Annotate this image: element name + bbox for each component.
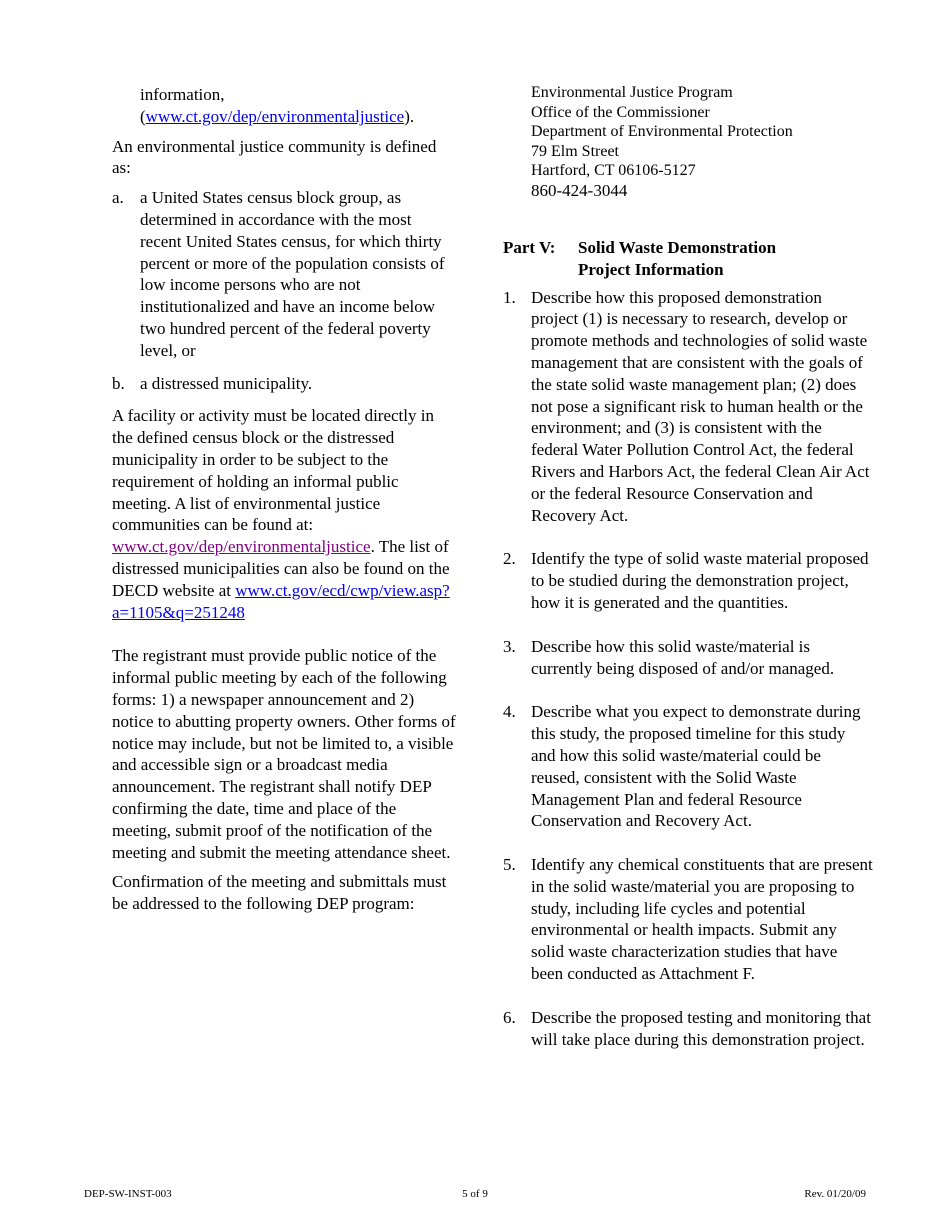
intro-link-line: (www.ct.gov/dep/environmentaljustice). bbox=[140, 106, 415, 126]
intro-text: information, bbox=[140, 85, 225, 104]
phone-number: 860-424-3044 bbox=[531, 180, 628, 200]
list-item-a bbox=[112, 187, 457, 361]
facility-paragraph: A facility or activity must be located directly in the defined census block or the distressed municipality in order to be subject to the requirement of holding an informal public meeting. A list of environmental justice communities can be found at: www.ct.gov/dep/environmentaljustice. The list of distressed municipalities can also be found on the DECD website at www.ct.gov/ecd/cwp/view.asp?a=1105&q=251248 bbox=[112, 406, 450, 622]
address-line: Hartford, CT 06106-5127 bbox=[531, 162, 696, 180]
item-number: 2. bbox=[503, 549, 516, 569]
item-number: 4. bbox=[503, 702, 516, 722]
address-block bbox=[503, 83, 873, 201]
part-heading bbox=[503, 237, 873, 281]
footer-doc-id: DEP-SW-INST-003 bbox=[84, 1188, 172, 1200]
address-line: Environmental Justice Program bbox=[531, 84, 733, 101]
item-number: 6. bbox=[503, 1007, 516, 1027]
item-number: 5. bbox=[503, 855, 516, 875]
decd-link[interactable]: www.ct.gov/ecd/cwp/view.asp?a=1105&q=251248 bbox=[112, 580, 450, 622]
item-text: Identify the type of solid waste material proposed to be studied during the demonstration project, how it is generated and the quantities. bbox=[531, 549, 869, 612]
question-item-4 bbox=[503, 701, 873, 832]
item-number: 3. bbox=[503, 636, 516, 656]
list-item-b bbox=[112, 373, 457, 395]
left-column bbox=[112, 84, 457, 915]
part-title-2: Project Information bbox=[578, 259, 724, 279]
item-text: Describe how this proposed demonstration project (1) is necessary to research, develop or promote methods and technologies of solid waste management that are consistent with the goals of the state solid waste management plan; (2) does not pose a significant risk to human health or the environment; and (3) is consistent with the federal Water Pollution Control Act, the federal Rivers and Harbors Act, the federal Clean Air Act or the federal Resource Conservation and Recovery Act. bbox=[531, 287, 870, 525]
part-label: Part V: bbox=[503, 237, 556, 257]
footer-page-number: 5 of 9 bbox=[462, 1188, 488, 1200]
question-item-3 bbox=[503, 636, 873, 680]
list-marker: b. bbox=[112, 373, 125, 393]
definition-paragraph: An environmental justice community is defined as: bbox=[112, 136, 437, 178]
list-text: a United States census block group, as determined in accordance with the most recent United States census, for which thirty percent or more of the population consists of low income persons who are not institutionalized and have an income below two hundred percent of the federal poverty level, or bbox=[140, 188, 445, 360]
notice-paragraph: The registrant must provide public notice of the informal public meeting by each of the following forms: 1) a newspaper announcement and 2) notice to abutting property owners. Other forms of notice may include, but not be limited to, a visible and accessible sign or a broadcast media announcement. The registrant shall notify DEP confirming the date, time and place of the meeting, submit proof of the notification of the meeting and submit the meeting attendance sheet. bbox=[112, 646, 456, 862]
item-text: Describe the proposed testing and monitoring that will take place during this demonstration project. bbox=[531, 1007, 871, 1049]
part-title-1: Solid Waste Demonstration bbox=[578, 237, 777, 257]
list-text: a distressed municipality. bbox=[140, 373, 313, 393]
confirmation-paragraph: Confirmation of the meeting and submittals must be addressed to the following DEP program: bbox=[112, 872, 447, 914]
address-line: Department of Environmental Protection bbox=[531, 123, 793, 141]
list-marker: a. bbox=[112, 188, 124, 208]
item-text: Describe how this solid waste/material is currently being disposed of and/or managed. bbox=[531, 636, 835, 678]
footer-revision: Rev. 01/20/09 bbox=[804, 1188, 866, 1200]
question-item-1 bbox=[503, 287, 873, 527]
item-number: 1. bbox=[503, 287, 516, 307]
item-text: Describe what you expect to demonstrate during this study, the proposed timeline for this study and how this solid waste/material could be reused, consistent with the Solid Waste Management Plan and federal Resource Conservation and Recovery Act. bbox=[531, 702, 861, 831]
address-line: Office of the Commissioner bbox=[531, 103, 710, 121]
question-item-5 bbox=[503, 854, 873, 985]
question-item-6 bbox=[503, 1007, 873, 1051]
ej-link[interactable]: www.ct.gov/dep/environmentaljustice bbox=[145, 106, 405, 126]
question-item-2 bbox=[503, 548, 873, 613]
right-column bbox=[503, 83, 873, 1050]
ej-communities-link[interactable]: www.ct.gov/dep/environmentaljustice bbox=[112, 537, 371, 557]
item-text: Identify any chemical constituents that are present in the solid waste/material you are proposing to study, including life cycles and potential environmental or health impacts. Submit any solid waste characterization studies that have been conducted as Attachment F. bbox=[531, 855, 873, 984]
address-line: 79 Elm Street bbox=[531, 142, 619, 160]
